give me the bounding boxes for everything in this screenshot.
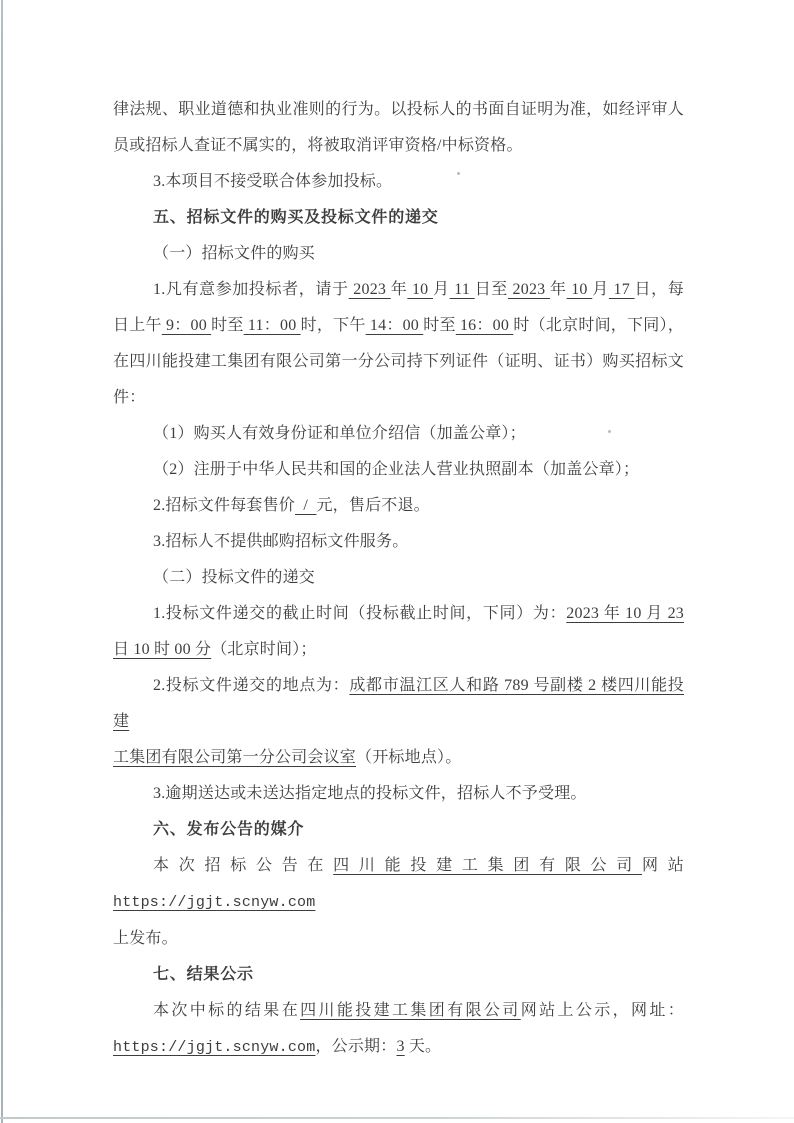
text-line <box>113 236 684 272</box>
section-heading <box>113 957 684 993</box>
text-segment: （2）注册于中华人民共和国的企业法人营业执照副本（加盖公章）； <box>153 461 640 478</box>
text-line <box>113 344 684 380</box>
text-segment: 时（北京时间，下同）， <box>513 317 684 334</box>
text-line <box>113 596 684 632</box>
text-line <box>113 128 684 164</box>
text-segment: 3.招标人不提供邮购招标文件服务。 <box>153 533 409 550</box>
text-segment: （北京时间）； <box>211 641 317 658</box>
text-segment: 网站 <box>642 857 689 874</box>
text-segment: 时，下午 <box>300 317 366 334</box>
text-line <box>113 272 684 308</box>
text-segment: 五、招标文件的购买及投标文件的递交 <box>153 209 439 226</box>
underlined-text-segment: 2023 年 10 月 23 <box>566 605 684 622</box>
scan-edge-bottom <box>0 1117 794 1119</box>
text-line <box>113 92 684 128</box>
text-line <box>113 668 684 740</box>
text-segment: 月 <box>592 281 609 298</box>
text-segment: 本次中标的结果在 <box>153 1002 301 1019</box>
url-text: https://jgjt.scnyw.com <box>113 1039 316 1056</box>
text-segment: 年 <box>390 281 408 298</box>
text-segment: 时至 <box>423 317 456 334</box>
text-line <box>113 164 684 200</box>
underlined-text-segment: 四川能投建工集团有限公司 <box>333 857 643 874</box>
text-line <box>113 560 684 596</box>
text-line <box>113 416 684 452</box>
text-line <box>113 848 689 921</box>
text-line <box>113 632 684 668</box>
underlined-text-segment: / <box>295 497 317 514</box>
text-segment: 日上午 <box>113 317 162 334</box>
text-segment: 时至 <box>211 317 244 334</box>
section-heading <box>113 200 684 236</box>
text-segment: （二）投标文件的递交 <box>153 569 316 586</box>
text-segment: ，公示期： <box>315 1038 397 1055</box>
text-segment: 员或招标人查证不属实的，将被取消评审资格/中标资格。 <box>113 137 523 154</box>
url-text: https://jgjt.scnyw.com <box>113 894 316 911</box>
text-segment: 本次招标公告在 <box>153 857 334 874</box>
text-segment: 六、发布公告的媒介 <box>153 821 305 838</box>
text-segment: 2.招标文件每套售价 <box>153 497 296 514</box>
text-line <box>113 740 684 776</box>
text-segment: （1）购买人有效身份证和单位介绍信（加盖公章）； <box>153 425 526 442</box>
text-line <box>113 524 684 560</box>
underlined-text-segment: 3 <box>396 1038 405 1055</box>
text-line <box>113 488 684 524</box>
underlined-text-segment: 9：00 <box>161 317 212 334</box>
underlined-text-segment: 16：00 <box>455 317 514 334</box>
text-segment: 年 <box>549 281 567 298</box>
text-segment: 日至 <box>474 281 508 298</box>
text-segment: （一）招标文件的购买 <box>153 245 316 262</box>
text-segment: 1.投标文件递交的截止时间（投标截止时间，下同）为： <box>153 605 567 622</box>
text-segment: 日，每 <box>634 281 684 298</box>
text-segment: 网站上公示，网址： <box>520 1002 684 1019</box>
underlined-text-segment: 17 <box>608 281 635 298</box>
text-line <box>113 776 684 812</box>
underlined-text-segment: 四川能投建工集团有限公司 <box>300 1002 521 1019</box>
underlined-text-segment: 10 <box>566 281 593 298</box>
text-segment: 元，售后不退。 <box>316 497 430 514</box>
underlined-text-segment: 2023 <box>348 281 391 298</box>
text-segment: 天。 <box>404 1038 442 1055</box>
underlined-text-segment: 2023 <box>507 281 550 298</box>
text-segment: 律法规、职业道德和执业准则的行为。以投标人的书面自证明为准，如经评审人 <box>113 101 684 118</box>
text-line <box>113 993 684 1029</box>
underlined-text-segment: 11：00 <box>243 317 301 334</box>
text-segment: 3.本项目不接受联合体参加投标。 <box>153 173 393 190</box>
section-heading <box>113 812 684 848</box>
underlined-text-segment: 11 <box>449 281 475 298</box>
underlined-text-segment: 日 10 时 00 分 <box>113 641 212 658</box>
text-line <box>113 1029 684 1066</box>
scan-edge-left <box>1 0 3 1123</box>
text-line <box>113 380 684 416</box>
text-segment: （开标地点）。 <box>356 749 462 766</box>
text-line <box>113 452 684 488</box>
text-line <box>113 921 684 957</box>
text-line <box>113 308 684 344</box>
text-segment: 2.投标文件递交的地点为： <box>153 677 350 694</box>
underlined-text-segment: 14：00 <box>365 317 424 334</box>
document-body <box>113 92 689 1066</box>
text-segment: 1.凡有意参加投标者，请于 <box>153 281 349 298</box>
underlined-text-segment: 工集团有限公司第一分公司会议室 <box>113 749 357 766</box>
text-segment: 七、结果公示 <box>153 966 254 983</box>
text-segment: 在四川能投建工集团有限公司第一分公司持下列证件（证明、证书）购买招标文 <box>113 353 684 370</box>
text-segment: 件： <box>113 389 146 406</box>
text-segment: 月 <box>433 281 450 298</box>
underlined-text-segment: 10 <box>407 281 433 298</box>
underlined-text-segment: 成都市温江区人和路 789 号副楼 2 楼四川能投建 <box>113 677 684 730</box>
text-segment: 上发布。 <box>113 930 178 947</box>
text-segment: 3.逾期送达或未送达指定地点的投标文件，招标人不予受理。 <box>153 785 587 802</box>
